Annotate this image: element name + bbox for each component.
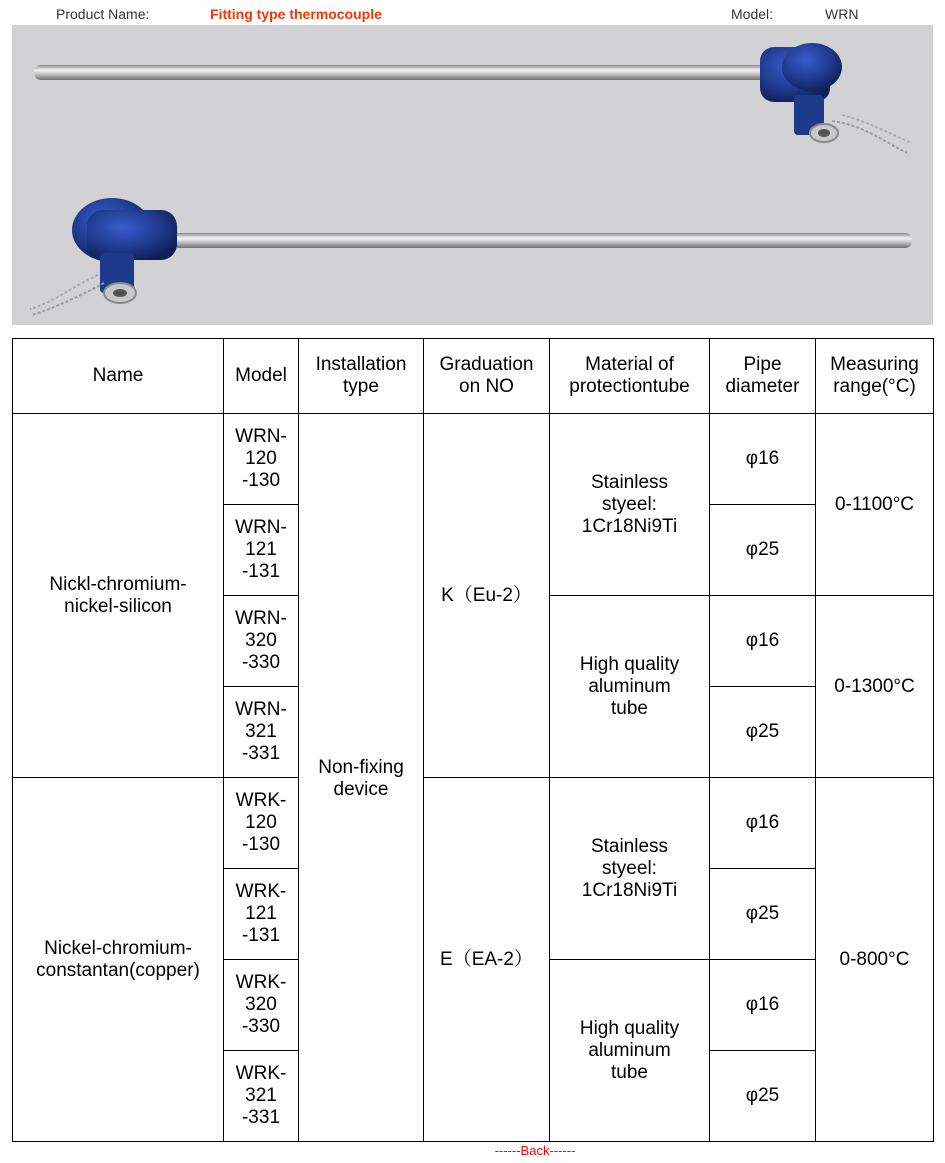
material-cell: Stainless styeel: 1Cr18Ni9Ti (550, 778, 710, 960)
table-row (13, 414, 934, 505)
pipe-diameter-cell: φ16 (710, 960, 816, 1051)
graduation-cell: E（EA-2） (424, 778, 550, 1142)
model-cell: WRK- 321 -331 (224, 1051, 299, 1142)
header-installation-type: Installation type (299, 339, 424, 414)
header-name: Name (13, 339, 224, 414)
graduation-cell: K（Eu-2） (424, 414, 550, 778)
upper-junction-head (760, 43, 912, 153)
model-cell: WRN- 320 -330 (224, 596, 299, 687)
upper-rod (34, 65, 774, 80)
header-model: Model (224, 339, 299, 414)
pipe-diameter-cell: φ25 (710, 1051, 816, 1142)
back-link[interactable]: ------Back------ (494, 1143, 576, 1158)
header-measuring-range: Measuring range(°C) (816, 339, 934, 414)
material-cell: High quality aluminum tube (550, 960, 710, 1142)
pipe-diameter-cell: φ25 (710, 869, 816, 960)
model-cell: WRN- 321 -331 (224, 687, 299, 778)
header-graduation: Graduation on NO (424, 339, 550, 414)
model-value: WRN (825, 6, 859, 22)
pipe-diameter-cell: φ16 (710, 596, 816, 687)
pipe-diameter-cell: φ16 (710, 414, 816, 505)
measuring-range-cell: 0-800°C (816, 778, 934, 1142)
installation-type-cell: Non-fixing device (299, 414, 424, 1142)
header-pipe-diameter: Pipe diameter (710, 339, 816, 414)
model-cell: WRN- 121 -131 (224, 505, 299, 596)
name-cell: Nickel-chromium- constantan(copper) (13, 778, 224, 1142)
footer (0, 1143, 945, 1159)
lower-junction-head (30, 198, 177, 315)
model-label: Model: (731, 6, 774, 22)
material-cell: Stainless styeel: 1Cr18Ni9Ti (550, 414, 710, 596)
model-cell: WRN- 120 -130 (224, 414, 299, 505)
name-cell: Nickl-chromium- nickel-silicon (13, 414, 224, 778)
table-row (13, 778, 934, 869)
measuring-range-cell: 0-1300°C (816, 596, 934, 778)
pipe-diameter-cell: φ25 (710, 505, 816, 596)
specification-table (12, 338, 934, 1142)
product-header (0, 0, 945, 26)
model-cell: WRK- 320 -330 (224, 960, 299, 1051)
product-photo (12, 25, 933, 325)
thermocouple-illustration (12, 25, 933, 325)
pipe-diameter-cell: φ25 (710, 687, 816, 778)
lower-rod (172, 233, 912, 248)
model-cell: WRK- 121 -131 (224, 869, 299, 960)
table-header-row (13, 339, 934, 414)
header-material: Material of protectiontube (550, 339, 710, 414)
measuring-range-cell: 0-1100°C (816, 414, 934, 596)
pipe-diameter-cell: φ16 (710, 778, 816, 869)
product-name-label: Product Name: (56, 6, 150, 22)
product-name: Fitting type thermocouple (210, 6, 382, 22)
material-cell: High quality aluminum tube (550, 596, 710, 778)
model-cell: WRK- 120 -130 (224, 778, 299, 869)
